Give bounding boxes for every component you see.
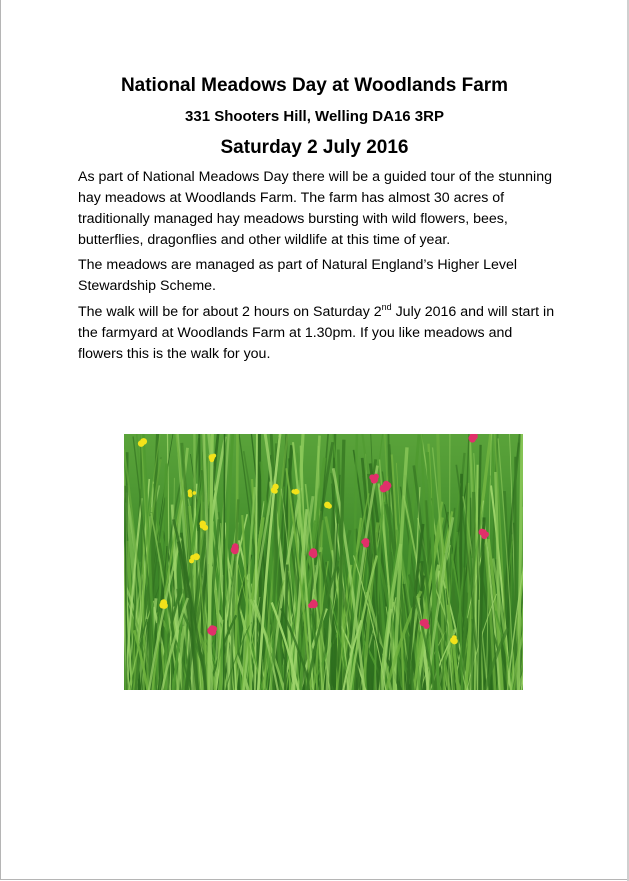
yellow-flower xyxy=(324,502,330,508)
pink-flower xyxy=(363,542,369,548)
walk-details-text-start: The walk will be for about 2 hours on Saturday 2 xyxy=(78,304,382,320)
walk-details-paragraph xyxy=(78,302,558,365)
yellow-flower xyxy=(209,454,215,460)
yellow-flower xyxy=(159,602,166,609)
pink-flower xyxy=(231,547,238,554)
intro-paragraph: As part of National Meadows Day there will be a guided tour of the stunning hay meadows at Woodlands Farm. The farm has almost 30 acres of traditionally managed hay meadows bursting with wild flowers, bees, butterflies, dragonflies and other wildlife at this time of year. xyxy=(78,169,552,248)
event-date: Saturday 2 July 2016 xyxy=(220,137,409,158)
pink-flower xyxy=(383,481,390,488)
yellow-flower xyxy=(452,635,457,640)
pink-flower xyxy=(420,619,427,626)
yellow-flower xyxy=(140,440,144,444)
event-address: 331 Shooters Hill, Welling DA16 3RP xyxy=(185,108,444,125)
yellow-flower xyxy=(199,521,206,528)
pink-flower xyxy=(209,625,216,632)
pink-flower xyxy=(481,533,487,539)
yellow-flower xyxy=(273,484,279,490)
pink-flower xyxy=(369,474,375,480)
yellow-flower xyxy=(294,489,299,494)
pink-flower xyxy=(310,548,318,556)
yellow-flower xyxy=(188,489,192,493)
grass-blade xyxy=(473,492,474,690)
ordinal-suffix: nd xyxy=(381,302,392,312)
yellow-flower xyxy=(192,491,196,495)
pink-flower xyxy=(308,603,313,608)
meadow-photo xyxy=(124,434,523,690)
stewardship-paragraph: The meadows are managed as part of Natural England’s Higher Level Stewardship Scheme. xyxy=(78,257,518,294)
walk-details-text-end: July 2016 and will start in the farmyard at Woodlands Farm at 1.30pm. If you like meadows and flowers this is the walk for you. xyxy=(78,304,555,362)
yellow-flower xyxy=(190,555,195,560)
grass-blade xyxy=(224,434,225,690)
meadow-photo-image xyxy=(124,434,523,690)
page-title: National Meadows Day at Woodlands Farm xyxy=(120,75,509,96)
